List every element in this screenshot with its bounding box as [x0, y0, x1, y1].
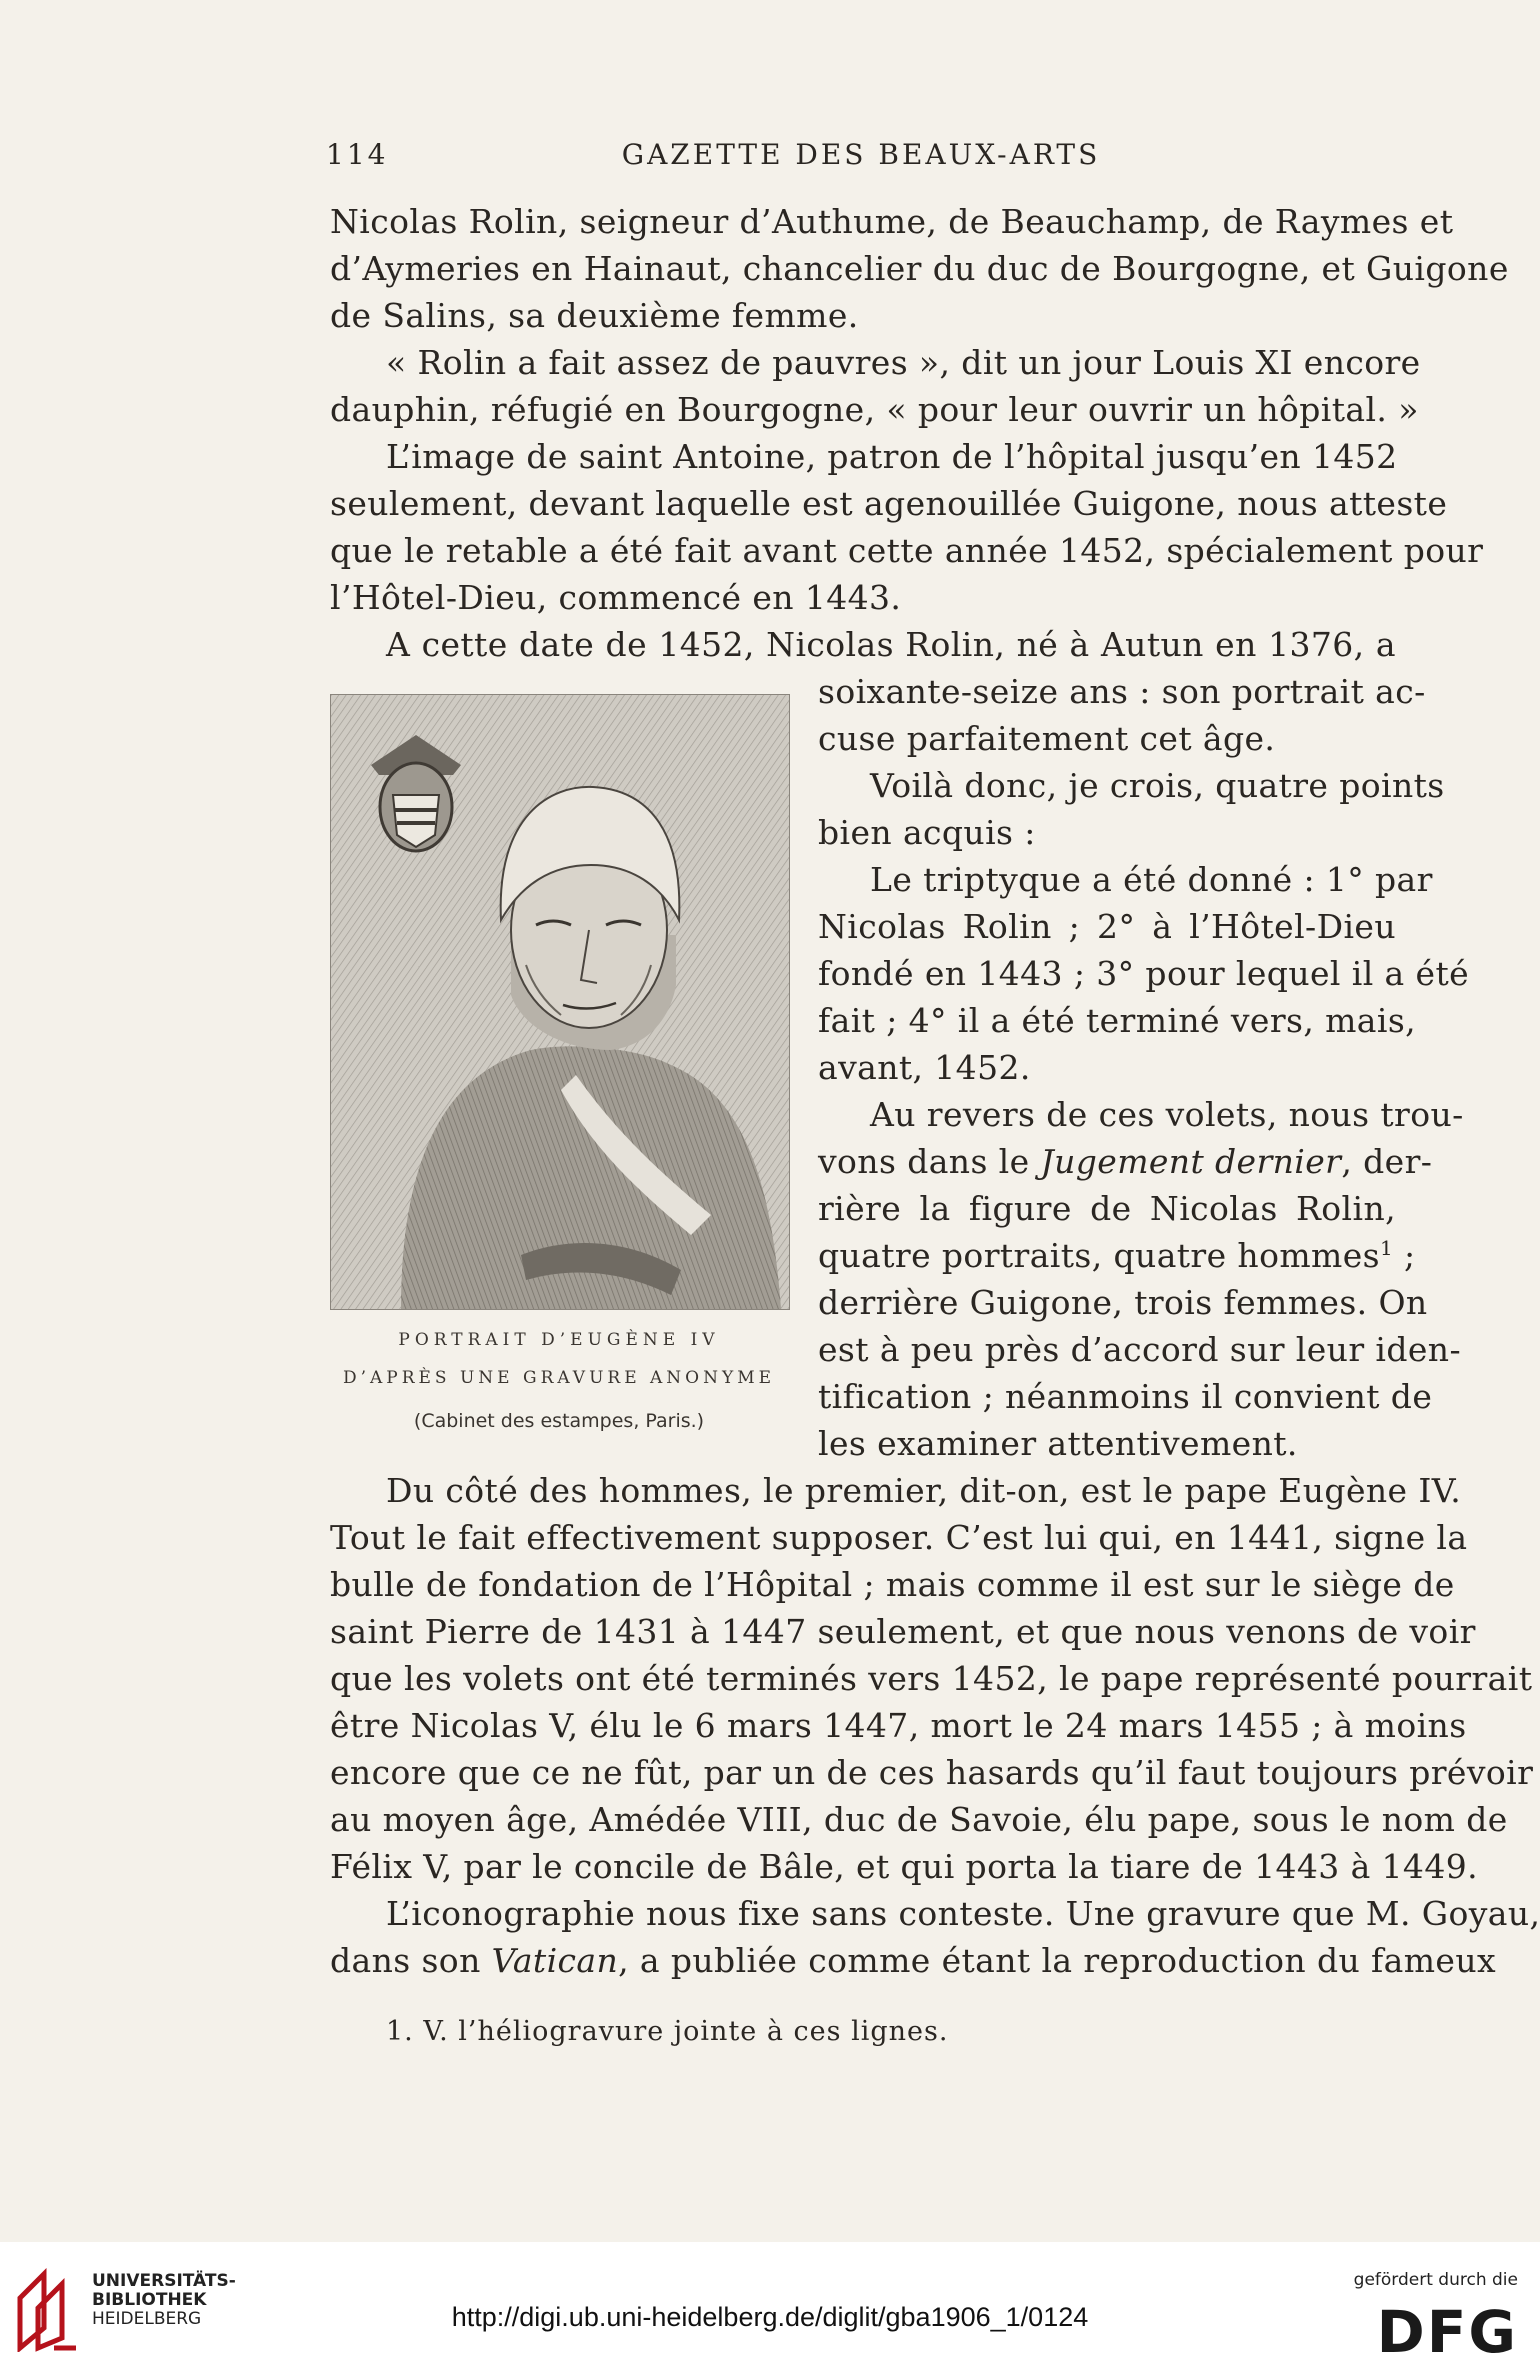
text-line: « Rolin a fait assez de pauvres », dit un jour Louis XI encore: [386, 343, 1421, 382]
library-name-line: HEIDELBERG: [92, 2309, 202, 2329]
text-span: ;: [1393, 1236, 1416, 1275]
text-line: Nicolas Rolin, seigneur d’Authume, de Beauchamp, de Raymes et: [330, 202, 1454, 241]
text-line: soixante-seize ans : son portrait ac-: [818, 672, 1426, 711]
text-line: fait ; 4° il a été terminé vers, mais,: [818, 1001, 1417, 1040]
text-span: , a publiée comme étant la reproduction du fameux: [618, 1941, 1496, 1980]
text-line: que les volets ont été terminés vers 1452, le pape représenté pourrait: [330, 1659, 1533, 1698]
text-line: au moyen âge, Amédée VIII, duc de Savoie, élu pape, sous le nom de: [330, 1800, 1508, 1839]
text-line: Voilà donc, je crois, quatre points: [870, 766, 1445, 805]
text-line: dauphin, réfugié en Bourgogne, « pour leur ouvrir un hôpital. »: [330, 390, 1419, 429]
library-name-line: BIBLIOTHEK: [92, 2290, 207, 2310]
text-line: seulement, devant laquelle est agenouillée Guigone, nous atteste: [330, 484, 1448, 523]
text-line: Du côté des hommes, le premier, dit-on, est le pape Eugène IV.: [386, 1471, 1462, 1510]
text-line: Tout le fait effectivement supposer. C’est lui qui, en 1441, signe la: [330, 1518, 1468, 1557]
text-line: tification ; néanmoins il convient de: [818, 1377, 1433, 1416]
source-url-link[interactable]: http://digi.ub.uni-heidelberg.de/diglit/gba1906_1/0124: [451, 2302, 1089, 2332]
portrait-engraving: [330, 694, 790, 1310]
portrait-illustration: [331, 695, 789, 1309]
running-head: [326, 138, 1396, 178]
footnote-marker: 1: [1380, 1236, 1394, 1260]
text-span: quatre portraits, quatre hommes: [818, 1236, 1380, 1275]
text-span: dans son: [330, 1941, 492, 1980]
figure-caption-source: D’APRÈS UNE GRAVURE ANONYME: [342, 1368, 776, 1388]
text-line: L’image de saint Antoine, patron de l’hôpital jusqu’en 1452: [386, 437, 1398, 476]
text-line: L’iconographie nous fixe sans conteste. Une gravure que M. Goyau,: [386, 1894, 1540, 1933]
text-line: que le retable a été fait avant cette année 1452, spécialement pour: [330, 531, 1484, 570]
footnote: 1. V. l’héliogravure jointe à ces lignes.: [386, 2016, 949, 2047]
text-line: Le triptyque a été donné : 1° par: [870, 860, 1433, 899]
library-name-line: UNIVERSITÄTS-: [92, 2271, 236, 2291]
text-line: A cette date de 1452, Nicolas Rolin, né à Autun en 1376, a: [386, 625, 1396, 664]
text-line: les examiner attentivement.: [818, 1424, 1298, 1463]
text-line: Nicolas Rolin ; 2° à l’Hôtel-Dieu: [818, 907, 1396, 946]
text-line: être Nicolas V, élu le 6 mars 1447, mort le 24 mars 1455 ; à moins: [330, 1706, 1467, 1745]
text-line: [818, 1236, 1416, 1276]
journal-title: GAZETTE DES BEAUX-ARTS: [621, 138, 1101, 171]
text-line: de Salins, sa deuxième femme.: [330, 296, 859, 335]
text-line: est à peu près d’accord sur leur iden-: [818, 1330, 1462, 1369]
page-number: 114: [326, 138, 389, 171]
funding-label: gefördert durch die: [1353, 2270, 1518, 2290]
text-span: vons dans le: [818, 1142, 1041, 1181]
figure-caption-title: PORTRAIT D’EUGÈNE IV: [398, 1330, 720, 1350]
text-line: bulle de fondation de l’Hôpital ; mais comme il est sur le siège de: [330, 1565, 1455, 1604]
text-line: [330, 1941, 1496, 1981]
text-line: [818, 1142, 1433, 1182]
text-line: d’Aymeries en Hainaut, chancelier du duc de Bourgogne, et Guigone: [330, 249, 1509, 288]
text-line: bien acquis :: [818, 813, 1036, 852]
dfg-logo: DFG: [1376, 2298, 1518, 2366]
text-line: avant, 1452.: [818, 1048, 1031, 1087]
italic-title: Vatican: [491, 1941, 619, 1980]
text-line: Félix V, par le concile de Bâle, et qui porta la tiare de 1443 à 1449.: [330, 1847, 1479, 1886]
text-line: saint Pierre de 1431 à 1447 seulement, et que nous venons de voir: [330, 1612, 1476, 1651]
text-line: rière la figure de Nicolas Rolin,: [818, 1189, 1396, 1228]
text-line: derrière Guigone, trois femmes. On: [818, 1283, 1428, 1322]
text-line: encore que ce ne fût, par un de ces hasards qu’il faut toujours prévoir: [330, 1753, 1534, 1792]
text-line: Au revers de ces volets, nous trou-: [870, 1095, 1464, 1134]
text-line: cuse parfaitement cet âge.: [818, 719, 1276, 758]
text-line: l’Hôtel-Dieu, commencé en 1443.: [330, 578, 902, 617]
figure-caption-collection: (Cabinet des estampes, Paris.): [413, 1410, 705, 1432]
italic-title: Jugement dernier: [1040, 1142, 1342, 1181]
digitization-footer: [0, 2242, 1540, 2376]
text-span: , der-: [1341, 1142, 1433, 1181]
text-line: fondé en 1443 ; 3° pour lequel il a été: [818, 954, 1470, 993]
